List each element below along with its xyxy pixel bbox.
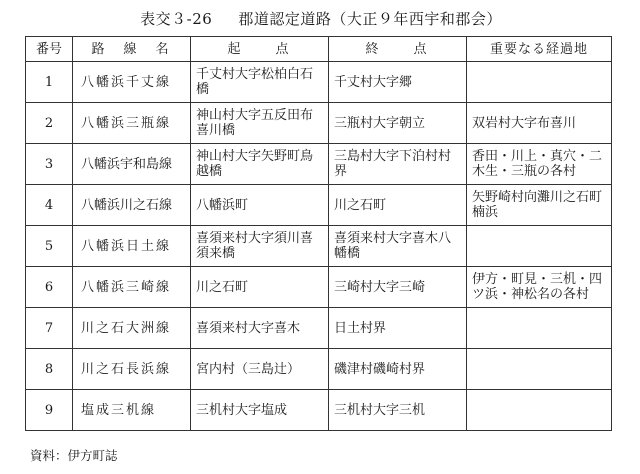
cell-no: 6 (26, 267, 73, 308)
table-row (26, 62, 612, 103)
cell-end: 日土村界 (329, 308, 467, 349)
cell-via: 双岩村大字布喜川 (467, 103, 612, 144)
cell-end: 喜須来村大字喜木八幡橋 (329, 226, 467, 267)
table-name: 郡道認定道路（大正９年西宇和郡会） (238, 10, 502, 28)
header-row (26, 37, 612, 62)
header-end: 終 点 (329, 37, 467, 62)
cell-via (467, 62, 612, 103)
table-row (26, 308, 612, 349)
cell-end: 三崎村大字三崎 (329, 267, 467, 308)
cell-via (467, 308, 612, 349)
cell-no: 3 (26, 144, 73, 185)
cell-start: 八幡浜町 (191, 185, 329, 226)
table-row (26, 390, 612, 431)
cell-route: 川之石大洲線 (73, 308, 191, 349)
cell-end: 川之石町 (329, 185, 467, 226)
road-table (25, 36, 612, 431)
cell-route: 八幡浜川之石線 (73, 185, 191, 226)
cell-end: 千丈村大字郷 (329, 62, 467, 103)
cell-route: 八幡浜三瓶線 (73, 103, 191, 144)
cell-end: 三島村大字下泊村村界 (329, 144, 467, 185)
cell-via: 矢野崎村向灘川之石町楠浜 (467, 185, 612, 226)
cell-no: 5 (26, 226, 73, 267)
cell-no: 4 (26, 185, 73, 226)
cell-start: 神山村大字五反田布喜川橋 (191, 103, 329, 144)
table-row (26, 267, 612, 308)
cell-via (467, 349, 612, 390)
cell-no: 2 (26, 103, 73, 144)
table-title (0, 8, 640, 29)
table-row (26, 349, 612, 390)
source-note: 資料：伊方町誌 (30, 448, 118, 463)
cell-no: 7 (26, 308, 73, 349)
cell-via (467, 226, 612, 267)
table-row (26, 103, 612, 144)
cell-end: 三机村大字三机 (329, 390, 467, 431)
cell-via: 香田・川上・真穴・二木生・三瓶の各村 (467, 144, 612, 185)
cell-route: 八幡浜日土線 (73, 226, 191, 267)
header-via: 重要なる経過地 (467, 37, 612, 62)
cell-start: 神山村大字矢野町鳥越橋 (191, 144, 329, 185)
cell-start: 宮内村（三島辻） (191, 349, 329, 390)
cell-route: 川之石長浜線 (73, 349, 191, 390)
cell-no: 8 (26, 349, 73, 390)
cell-start: 喜須来村大字喜木 (191, 308, 329, 349)
cell-route: 八幡浜千丈線 (73, 62, 191, 103)
cell-via (467, 390, 612, 431)
header-route: 路 線 名 (73, 37, 191, 62)
cell-via: 伊方・町見・三机・四ツ浜・神松名の各村 (467, 267, 612, 308)
cell-end: 三瓶村大字朝立 (329, 103, 467, 144)
header-no: 番号 (26, 37, 73, 62)
cell-start: 千丈村大字松柏白石橋 (191, 62, 329, 103)
cell-start: 三机村大字塩成 (191, 390, 329, 431)
table-row (26, 144, 612, 185)
cell-start: 川之石町 (191, 267, 329, 308)
cell-end: 磯津村磯崎村界 (329, 349, 467, 390)
cell-no: 1 (26, 62, 73, 103)
table-row (26, 185, 612, 226)
cell-route: 八幡浜三崎線 (73, 267, 191, 308)
cell-route: 塩成三机線 (73, 390, 191, 431)
header-start: 起 点 (191, 37, 329, 62)
cell-route: 八幡浜宇和島線 (73, 144, 191, 185)
cell-no: 9 (26, 390, 73, 431)
cell-start: 喜須来村大字須川喜須来橋 (191, 226, 329, 267)
table-number: 表交３-26 (140, 10, 213, 28)
table-row (26, 226, 612, 267)
